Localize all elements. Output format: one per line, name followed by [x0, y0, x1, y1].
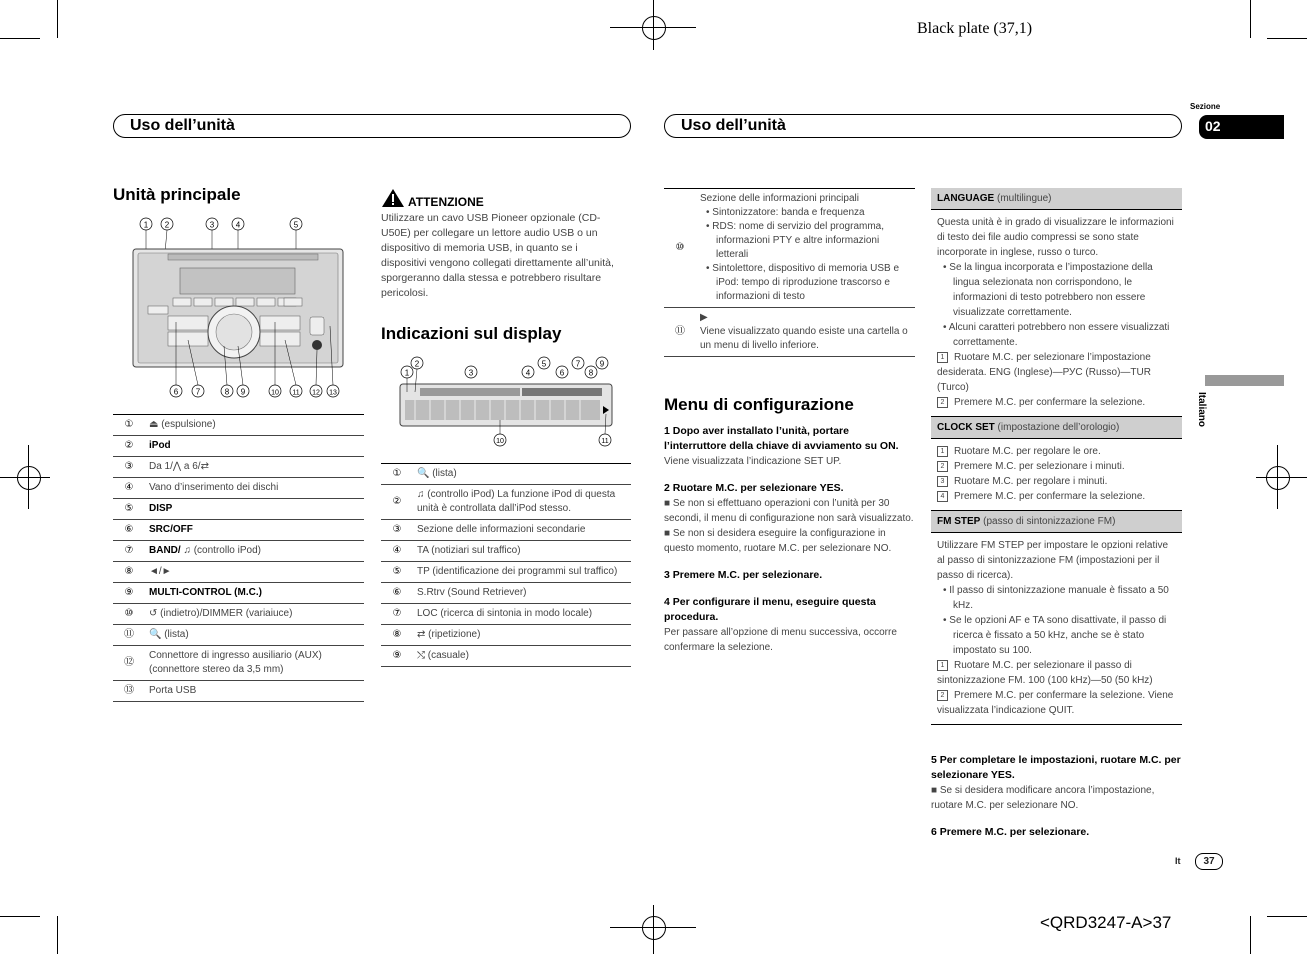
- table-row: [381, 562, 631, 583]
- row-plain: Vano d’inserimento dei dischi: [149, 482, 279, 493]
- table-row: [381, 625, 631, 646]
- callout-8: 8: [224, 387, 230, 397]
- row-text: [145, 478, 364, 499]
- main-unit-title: Unità principale: [113, 185, 241, 204]
- row-number: ⑦: [381, 604, 413, 625]
- step-title: 6 Premere M.C. per selezionare.: [931, 826, 1090, 838]
- row-number: ④: [381, 541, 413, 562]
- step-num: 1: [937, 446, 948, 457]
- step-num: 4: [937, 491, 948, 502]
- step-text: Ruotare M.C. per selezionare l’impostazione desiderata. ENG (Inglese)—РУС (Russo)—TUR (Turco): [937, 352, 1151, 393]
- callout-4: 4: [235, 220, 241, 230]
- row-text: LOC (ricerca di sintonia in modo locale): [413, 604, 631, 625]
- table-row: [113, 541, 364, 562]
- step-num: 2: [937, 690, 948, 701]
- header-left: [113, 114, 631, 138]
- crop-mark: [0, 916, 40, 917]
- caution-text: Utilizzare un cavo USB Pioneer opzionale (CD-U50E) per collegare un lettore audio USB o un dispositivo di memoria USB, in quanto se i dispositivi vengono collegati direttamente all’unità, sporgeranno dalla stessa e potrebbero risultare pericolosi.: [381, 212, 614, 299]
- crop-mark: [1250, 916, 1251, 954]
- row-number: ⑧: [381, 625, 413, 646]
- config-step: [664, 424, 914, 469]
- step-body: ■ Se non si effettuano operazioni con l’unità per 30 secondi, il menu di configurazione non sarà visualizzato. ■ Se non si desidera eseguire la configurazione in questo momento, ruotare M.C. per selezionare NO.: [664, 498, 914, 554]
- row-number: ⑧: [113, 562, 145, 583]
- table-row: [381, 464, 631, 485]
- menu-body: [931, 439, 1182, 510]
- document-code: <QRD3247-A>37: [1040, 913, 1172, 932]
- row-text: [145, 457, 364, 478]
- table-row: [664, 308, 915, 357]
- table-row: [381, 604, 631, 625]
- row-plain: Porta USB: [149, 685, 197, 696]
- registration-mark: [642, 916, 666, 940]
- menu-step: [937, 489, 1176, 504]
- step-num: 2: [937, 461, 948, 472]
- disp-callout-6: 6: [559, 368, 565, 378]
- disp-callout-9: 9: [599, 359, 605, 369]
- registration-mark: [17, 466, 41, 490]
- final-steps: [931, 753, 1182, 852]
- registration-line: [0, 477, 50, 478]
- crop-mark: [0, 38, 40, 39]
- menu-bullet: • Se la lingua incorporata e l’impostazione della lingua selezionata non corrispondono, le informazioni di testo potrebbero non essere visualizzate correttamente.: [943, 262, 1153, 318]
- crop-mark: [57, 916, 58, 954]
- step-num: 1: [937, 352, 948, 363]
- step-num: 2: [937, 397, 948, 408]
- page-number: 37: [1195, 853, 1223, 870]
- menu-step: [937, 658, 1176, 688]
- step-body: Viene visualizzata l’indicazione SET UP.: [664, 456, 842, 467]
- row-text: [145, 583, 364, 604]
- menu-head: [931, 417, 1182, 439]
- row-number: ⑨: [381, 646, 413, 667]
- table-row: [113, 583, 364, 604]
- crop-mark: [1267, 38, 1307, 39]
- row-number: ③: [381, 520, 413, 541]
- row-text: [145, 604, 364, 625]
- section-label: Sezione: [1190, 102, 1221, 111]
- step-text: Ruotare M.C. per selezionare il passo di sintonizzazione FM. 100 (100 kHz)—50 (50 kHz): [937, 660, 1153, 686]
- plate-label: Black plate (37,1): [917, 20, 1033, 37]
- menu-name: FM STEP: [937, 516, 981, 527]
- language-label: Italiano: [1196, 392, 1207, 428]
- table-row: [113, 499, 364, 520]
- menu-desc: Utilizzare FM STEP per impostare le opzioni relative al passo di sintonizzazione FM (impostazioni per il passo di ricerca).: [937, 540, 1169, 581]
- row-text: 🔍 (lista): [413, 464, 631, 485]
- row-text: [696, 189, 915, 308]
- header-title: Uso dell’unità: [130, 117, 235, 134]
- row-number: ②: [113, 436, 145, 457]
- menu-box: [931, 188, 1182, 417]
- row-text: [145, 646, 364, 681]
- row-number: ①: [113, 415, 145, 436]
- table-row: [381, 520, 631, 541]
- row-bold: MULTI-CONTROL (M.C.): [149, 587, 262, 598]
- head-unit-illustration: [120, 212, 350, 402]
- row-line: • Sintolettore, dispositivo di memoria USB e iPod: tempo di riproduzione trascorso e informazioni di testo: [706, 263, 900, 302]
- row-number: ⑩: [113, 604, 145, 625]
- table-row: [113, 436, 364, 457]
- disp-callout-2: 2: [414, 359, 420, 369]
- row-text: [145, 520, 364, 541]
- row-plain: ⏏ (espulsione): [149, 419, 216, 430]
- menu-bullet: • Il passo di sintonizzazione manuale è fissato a 50 kHz.: [943, 585, 1169, 611]
- row-line: ▶: [700, 312, 708, 323]
- row-number: ⑫: [113, 646, 145, 681]
- final-step: [931, 753, 1182, 813]
- step-text: Premere M.C. per confermare la selezione.: [954, 397, 1146, 408]
- row-number: ⑦: [113, 541, 145, 562]
- callout-9: 9: [240, 387, 246, 397]
- row-line: • RDS: nome di servizio del programma, informazioni PTY e altre informazioni letterali: [706, 221, 885, 260]
- section-number: 02: [1199, 115, 1284, 139]
- step-title: 4 Per configurare il menu, eseguire questa procedura.: [664, 596, 876, 623]
- menu-bullet: • Alcuni caratteri potrebbero non essere visualizzati correttamente.: [943, 322, 1170, 348]
- config-step: [664, 568, 914, 583]
- display-table-continued: [664, 188, 915, 357]
- menu-body: [931, 210, 1182, 416]
- callout-5: 5: [293, 220, 299, 230]
- row-plain: Connettore di ingresso ausiliario (AUX) (connettore stereo da 3,5 mm): [149, 650, 322, 675]
- registration-mark: [642, 16, 666, 40]
- step-text: Premere M.C. per selezionare i minuti.: [954, 461, 1125, 472]
- step-text: Ruotare M.C. per regolare le ore.: [954, 446, 1101, 457]
- disp-callout-10: 10: [496, 438, 504, 445]
- menu-head: [931, 511, 1182, 533]
- row-plain: 🔍 (lista): [149, 629, 189, 640]
- row-text: [145, 541, 364, 562]
- table-row: [113, 457, 364, 478]
- step-text: Premere M.C. per confermare la selezione.: [954, 491, 1146, 502]
- disp-callout-11: 11: [601, 438, 609, 445]
- table-row: [113, 562, 364, 583]
- row-number: ④: [113, 478, 145, 499]
- row-number: ⑥: [113, 520, 145, 541]
- table-row: [113, 604, 364, 625]
- display-table: [381, 463, 631, 667]
- row-number: ⑤: [113, 499, 145, 520]
- row-plain: ♫ (controllo iPod): [180, 545, 261, 556]
- step-title: 2 Ruotare M.C. per selezionare YES.: [664, 482, 844, 494]
- row-plain: Da 1/⋀ a 6/⇄: [149, 461, 209, 472]
- row-text: [145, 625, 364, 646]
- row-text: [696, 308, 915, 357]
- row-number: ③: [113, 457, 145, 478]
- menu-step: [937, 444, 1176, 459]
- disp-callout-8: 8: [588, 368, 594, 378]
- config-step: [664, 595, 914, 655]
- menu-bullet: • Se le opzioni AF e TA sono disattivate, il passo di ricerca è fissato a 50 kHz, anche se è stato impostato su 100.: [943, 615, 1167, 656]
- row-bold: DISP: [149, 503, 173, 514]
- table-row: [113, 415, 364, 436]
- table-row: [113, 520, 364, 541]
- step-text: Ruotare M.C. per regolare i minuti.: [954, 476, 1108, 487]
- row-text: TP (identificazione dei programmi sul traffico): [413, 562, 631, 583]
- main-unit-table: [113, 414, 364, 702]
- callout-2: 2: [164, 220, 170, 230]
- callout-10: 10: [271, 389, 279, 397]
- row-text: ♫ (controllo iPod) La funzione iPod di questa unità è controllata dall’iPod stesso.: [413, 485, 631, 520]
- step-text: Premere M.C. per confermare la selezione. Viene visualizzata l’indicazione QUIT.: [937, 690, 1174, 716]
- row-text: S.Rtrv (Sound Retriever): [413, 583, 631, 604]
- registration-mark: [1266, 466, 1290, 490]
- disp-callout-3: 3: [468, 368, 474, 378]
- callout-3: 3: [209, 220, 215, 230]
- crop-mark: [1267, 916, 1307, 917]
- row-bold: SRC/OFF: [149, 524, 193, 535]
- row-bold: iPod: [149, 440, 171, 451]
- final-step: [931, 825, 1182, 840]
- step-num: 3: [937, 476, 948, 487]
- callout-11: 11: [292, 389, 300, 397]
- warning-icon: [381, 188, 405, 208]
- step-body: Per passare all’opzione di menu successiva, occorre confermare la selezione.: [664, 627, 897, 653]
- table-row: [113, 646, 364, 681]
- language-tab: [1205, 375, 1284, 386]
- menu-sub: (impostazione dell’orologio): [994, 422, 1120, 433]
- row-text: ⤭ (casuale): [413, 646, 631, 667]
- table-row: [113, 625, 364, 646]
- row-line: Viene visualizzato quando esiste una cartella o un menu di livello inferiore.: [700, 326, 908, 351]
- menu-step: [937, 459, 1176, 474]
- display-illustration: [395, 354, 620, 450]
- registration-line: [653, 905, 654, 954]
- disp-callout-1: 1: [404, 368, 410, 378]
- caution-title: ATTENZIONE: [408, 195, 484, 209]
- menu-step: [937, 474, 1176, 489]
- row-text: Sezione delle informazioni secondarie: [413, 520, 631, 541]
- row-plain: ◄/►: [149, 566, 172, 577]
- callout-6: 6: [173, 387, 179, 397]
- table-row: [381, 541, 631, 562]
- crop-mark: [57, 0, 58, 38]
- menu-head: [931, 188, 1182, 210]
- row-text: [145, 499, 364, 520]
- menu-name: CLOCK SET: [937, 422, 995, 433]
- callout-1: 1: [143, 220, 149, 230]
- config-step: [664, 481, 914, 556]
- menu-box: [931, 417, 1182, 511]
- row-text: ⇄ (ripetizione): [413, 625, 631, 646]
- registration-line: [28, 445, 29, 509]
- row-text: [145, 415, 364, 436]
- step-num: 1: [937, 660, 948, 671]
- row-number: ②: [381, 485, 413, 520]
- menu-step: [937, 688, 1176, 718]
- table-row: [664, 189, 915, 308]
- menu-step: [937, 395, 1176, 410]
- config-steps: [664, 424, 914, 667]
- step-title: 1 Dopo aver installato l’unità, portare l’interruttore della chiave di avviamento su ON.: [664, 425, 899, 452]
- page-lang: It: [1175, 856, 1181, 866]
- row-text: [145, 562, 364, 583]
- row-bold: BAND/: [149, 545, 181, 556]
- display-title: Indicazioni sul display: [381, 324, 562, 343]
- menu-name: LANGUAGE: [937, 193, 995, 204]
- table-row: [381, 583, 631, 604]
- disp-callout-5: 5: [541, 359, 547, 369]
- step-title: 5 Per completare le impostazioni, ruotare M.C. per selezionare YES.: [931, 754, 1181, 781]
- row-number: ⑪: [113, 625, 145, 646]
- row-number: ⑨: [113, 583, 145, 604]
- row-text: [145, 436, 364, 457]
- menu-body: [931, 533, 1182, 724]
- row-number: ⑪: [664, 308, 696, 357]
- row-number: ⑩: [664, 189, 696, 308]
- table-row: [113, 681, 364, 702]
- header-right: [664, 114, 1182, 138]
- row-number: ⑤: [381, 562, 413, 583]
- row-number: ①: [381, 464, 413, 485]
- step-title: 3 Premere M.C. per selezionare.: [664, 569, 823, 581]
- disp-callout-4: 4: [525, 368, 531, 378]
- config-menus: [931, 188, 1182, 725]
- disp-callout-7: 7: [575, 359, 581, 369]
- row-text: [145, 681, 364, 702]
- config-title: Menu di configurazione: [664, 395, 854, 414]
- menu-desc: Questa unità è in grado di visualizzare le informazioni di testo dei file audio compressi se sono state incorporate in inglese, russo o turco.: [937, 217, 1174, 258]
- table-row: [381, 485, 631, 520]
- row-plain: ↺ (indietro)/DIMMER (variaiuce): [149, 608, 293, 619]
- table-row: [381, 646, 631, 667]
- row-line: • Sintonizzatore: banda e frequenza: [706, 207, 865, 218]
- step-body: ■ Se si desidera modificare ancora l’impostazione, ruotare M.C. per selezionare NO.: [931, 785, 1155, 811]
- registration-line: [1256, 477, 1307, 478]
- row-line: Sezione delle informazioni principali: [700, 193, 859, 204]
- table-row: [113, 478, 364, 499]
- row-number: ⑬: [113, 681, 145, 702]
- menu-box: [931, 511, 1182, 725]
- callout-7: 7: [195, 387, 201, 397]
- callout-12: 12: [312, 389, 320, 397]
- menu-step: [937, 350, 1176, 395]
- header-title: Uso dell’unità: [681, 117, 786, 134]
- callout-13: 13: [329, 389, 337, 397]
- registration-line: [653, 0, 654, 50]
- menu-sub: (passo di sintonizzazione FM): [980, 516, 1116, 527]
- menu-sub: (multilingue): [994, 193, 1052, 204]
- row-text: TA (notiziari sul traffico): [413, 541, 631, 562]
- row-number: ⑥: [381, 583, 413, 604]
- crop-mark: [1250, 0, 1251, 38]
- registration-line: [1277, 445, 1278, 509]
